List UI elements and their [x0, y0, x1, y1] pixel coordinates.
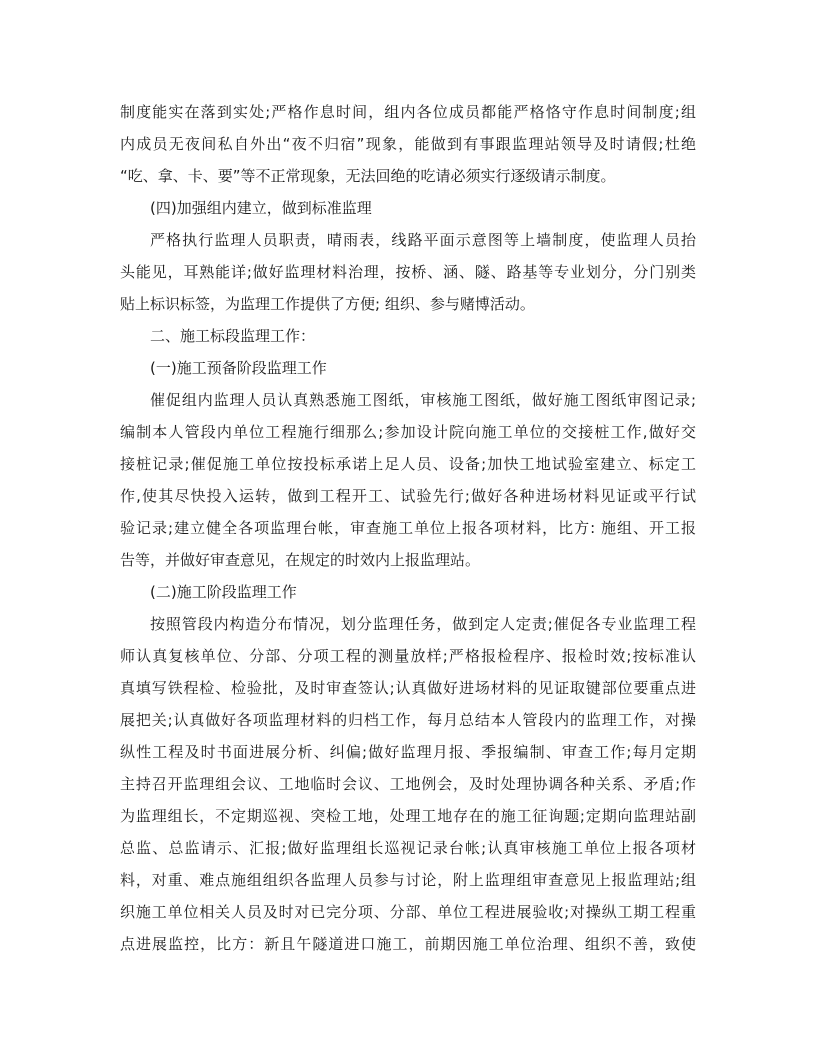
body-text-line: 展把关;认真做好各项监理材料的归档工作，每月总结本人管段内的监理工作，对操 [120, 711, 696, 729]
section-heading: 二、施工标段监理工作： [150, 327, 316, 345]
paragraph-first-line: 按照管段内构造分布情况，划分监理任务，做到定人定责;催促各专业监理工程 [150, 615, 696, 633]
body-text-line: 师认真复核单位、分部、分项工程的测量放样;严格报检程序、报检时效;按标准认 [120, 647, 696, 665]
body-text-line: 料，对重、难点施组组织各监理人员参与讨论，附上监理组审查意见上报监理站;组 [120, 871, 696, 889]
section-heading: (四)加强组内建立，做到标准监理 [150, 199, 372, 217]
body-text-line: 点进展监控，比方：新且午隧道进口施工，前期因施工单位治理、组织不善，致使 [120, 935, 696, 953]
body-text-line: 为监理组长，不定期巡视、突检工地，处理工地存在的施工征询题;定期向监理站副 [120, 807, 696, 825]
body-text-line: 制度能实在落到实处;严格作息时间，组内各位成员都能严格恪守作息时间制度;组 [120, 103, 696, 121]
body-text-line: 内成员无夜间私自外出“夜不归宿”现象，能做到有事跟监理站领导及时请假;杜绝 [120, 135, 696, 153]
body-text-line: “吃、拿、卡、要”等不正常现象，无法回绝的吃请必须实行逐级请示制度。 [120, 167, 616, 185]
paragraph-first-line: 催促组内监理人员认真熟悉施工图纸，审核施工图纸，做好施工图纸审图记录; [150, 391, 696, 409]
section-heading: (一)施工预备阶段监理工作 [150, 359, 327, 377]
body-text-line: 头能见，耳熟能详;做好监理材料治理，按桥、涵、隧、路基等专业划分，分门别类 [120, 263, 696, 281]
body-text-line: 织施工单位相关人员及时对已完分项、分部、单位工程进展验收;对操纵工期工程重 [120, 903, 696, 921]
body-text-line: 纵性工程及时书面进展分析、纠偏;做好监理月报、季报编制、审查工作;每月定期 [120, 743, 696, 761]
body-text-line: 贴上标识标签，为监理工作提供了方便; 组织、参与赌博活动。 [120, 295, 535, 313]
body-text-line: 主持召开监理组会议、工地临时会议、工地例会，及时处理协调各种关系、矛盾;作 [120, 775, 696, 793]
body-text-line: 总监、总监请示、汇报;做好监理组长巡视记录台帐;认真审核施工单位上报各项材 [120, 839, 696, 857]
body-text-line: 编制本人管段内单位工程施行细那么;参加设计院向施工单位的交接桩工作,做好交 [120, 423, 696, 441]
body-text-line: 真填写铁程检、检验批，及时审查签认;认真做好进场材料的见证取键部位要重点进 [120, 679, 696, 697]
paragraph-first-line: 严格执行监理人员职责，晴雨表，线路平面示意图等上墙制度，使监理人员抬 [150, 231, 696, 249]
section-heading: (二)施工阶段监理工作 [150, 583, 297, 601]
body-text-line: 告等，并做好审查意见，在规定的时效内上报监理站。 [120, 551, 481, 569]
body-text-line: 验记录;建立健全各项监理台帐，审查施工单位上报各项材料，比方: 施组、开工报 [120, 519, 696, 537]
body-text-line: 作,使其尽快投入运转，做到工程开工、试验先行;做好各种进场材料见证或平行试 [120, 487, 696, 505]
body-text-line: 接桩记录;催促施工单位按投标承诺上足人员、设备;加快工地试验室建立、标定工 [120, 455, 696, 473]
